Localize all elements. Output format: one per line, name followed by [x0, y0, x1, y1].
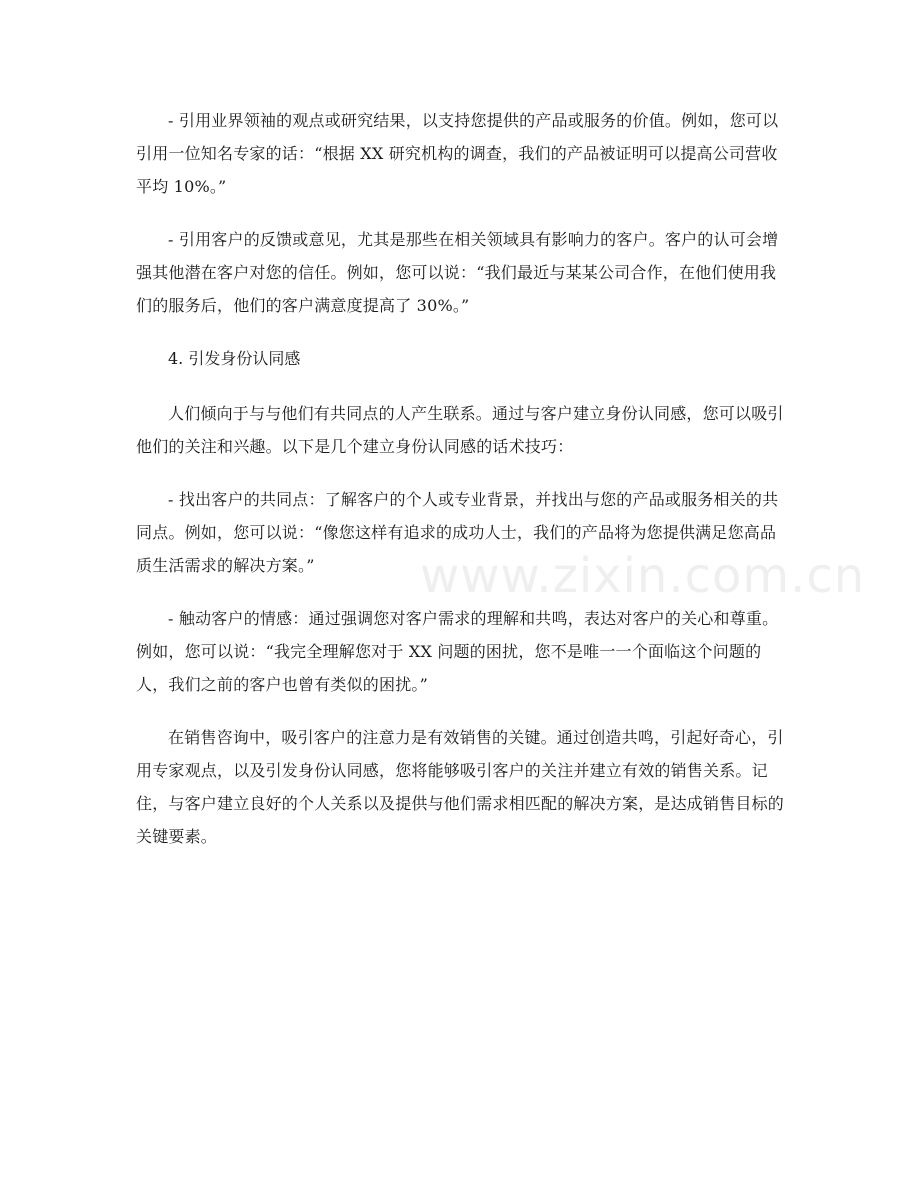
paragraph-quote-customers: - 引用客户的反馈或意见，尤其是那些在相关领域具有影响力的客户。客户的认可会增强其他潜在客户对您的信任。例如，您可以说：“我们最近与某某公司合作，在他们使用我们的服务后，他们的客户满意度提高了 30%。” [136, 230, 779, 315]
paragraph-common-ground: - 找出客户的共同点：了解客户的个人或专业背景，并找出与您的产品或服务相关的共同点。例如，您可以说：“像您这样有追求的成功人士，我们的产品将为您提供满足您高品质生活需求的解决方案。” [136, 490, 779, 575]
paragraph-identity-intro: 人们倾向于与与他们有共同点的人产生联系。通过与客户建立身份认同感，您可以吸引他们的关注和兴趣。以下是几个建立身份认同感的话术技巧： [136, 404, 784, 456]
document-body [136, 104, 786, 873]
section-heading-identity: 4. 引发身份认同感 [168, 349, 301, 368]
watermark-text: www.zixin.com.cn [420, 548, 866, 604]
paragraph-conclusion: 在销售咨询中，吸引客户的注意力是有效销售的关键。通过创造共鸣，引起好奇心，引用专家观点，以及引发身份认同感，您将能够吸引客户的关注并建立有效的销售关系。记住，与客户建立良好的个人关系以及提供与他们需求相匹配的解决方案，是达成销售目标的关键要素。 [136, 728, 785, 846]
paragraph-quote-experts: - 引用业界领袖的观点或研究结果，以支持您提供的产品或服务的价值。例如，您可以引用一位知名专家的话：“根据 XX 研究机构的调查，我们的产品被证明可以提高公司营收平均 10%。” [136, 111, 779, 196]
paragraph-emotion: - 触动客户的情感：通过强调您对客户需求的理解和共鸣，表达对客户的关心和尊重。例如，您可以说：“我完全理解您对于 XX 问题的困扰，您不是唯一一个面临这个问题的人，我们之前的客户也曾有类似的困扰。” [136, 609, 779, 694]
